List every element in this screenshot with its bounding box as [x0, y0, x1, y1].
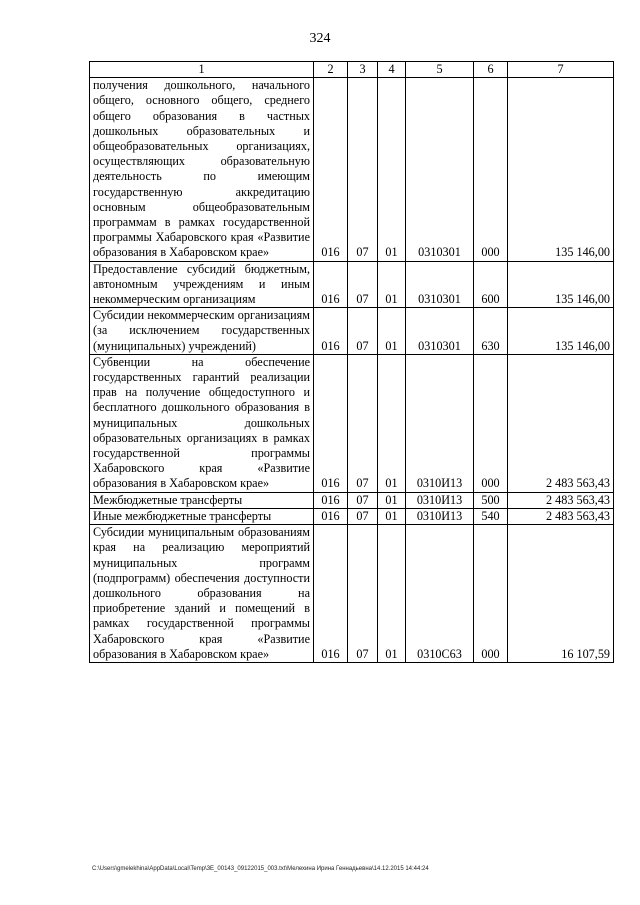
budget-table: [89, 61, 614, 663]
header-col-2: 2: [314, 62, 348, 78]
table-row: [90, 354, 614, 492]
header-col-5: 5: [406, 62, 474, 78]
subsection-code: 01: [378, 308, 406, 355]
amount: 2 483 563,43: [508, 354, 614, 492]
table-row: [90, 261, 614, 308]
amount: 135 146,00: [508, 78, 614, 261]
header-col-6: 6: [474, 62, 508, 78]
expense-type-code: 540: [474, 508, 508, 524]
expense-type-code: 000: [474, 78, 508, 261]
target-article-code: 0310И13: [406, 354, 474, 492]
expense-type-code: 000: [474, 354, 508, 492]
subsection-code: 01: [378, 525, 406, 663]
header-col-1: 1: [90, 62, 314, 78]
amount: 135 146,00: [508, 308, 614, 355]
section-code: 07: [348, 78, 378, 261]
expense-type-code: 500: [474, 492, 508, 508]
ministry-code: 016: [314, 78, 348, 261]
amount: 2 483 563,43: [508, 508, 614, 524]
target-article-code: 0310И13: [406, 492, 474, 508]
amount: 135 146,00: [508, 261, 614, 308]
amount: 2 483 563,43: [508, 492, 614, 508]
table-row: [90, 78, 614, 261]
section-code: 07: [348, 492, 378, 508]
target-article-code: 0310И13: [406, 508, 474, 524]
target-article-code: 0310301: [406, 261, 474, 308]
file-path-footer: C:\Users\gmelekhina\AppData\Local\Temp\3E_00143_09122015_003.txt\Мелехина Ирина Геннадьевна\14.12.2015 14:44:24: [92, 866, 429, 872]
ministry-code: 016: [314, 308, 348, 355]
target-article-code: 0310301: [406, 308, 474, 355]
row-description: Межбюджетные трансферты: [90, 492, 314, 508]
subsection-code: 01: [378, 508, 406, 524]
expense-type-code: 630: [474, 308, 508, 355]
subsection-code: 01: [378, 261, 406, 308]
target-article-code: 0310301: [406, 78, 474, 261]
section-code: 07: [348, 308, 378, 355]
section-code: 07: [348, 525, 378, 663]
row-description: Иные межбюджетные трансферты: [90, 508, 314, 524]
page-number: 324: [309, 31, 331, 46]
header-col-4: 4: [378, 62, 406, 78]
subsection-code: 01: [378, 78, 406, 261]
section-code: 07: [348, 261, 378, 308]
table-row: [90, 508, 614, 524]
ministry-code: 016: [314, 525, 348, 663]
amount: 16 107,59: [508, 525, 614, 663]
row-description: Субсидии муниципальным образованиям края на реализацию мероприятий муниципальных программ (подпрограмм) обеспечения доступности дошкольного образования на приобретение зданий и помещений в рамках государственной программы Хабаровского края «Развитие образования в Хабаровском крае»: [90, 525, 314, 663]
expense-type-code: 000: [474, 525, 508, 663]
row-description: Субсидии некоммерческим организациям (за исключением государственных (муниципальных) учреждений): [90, 308, 314, 355]
ministry-code: 016: [314, 354, 348, 492]
subsection-code: 01: [378, 492, 406, 508]
table-row: [90, 525, 614, 663]
row-description: Предоставление субсидий бюджетным, автономным учреждениям и иным некоммерческим организациям: [90, 261, 314, 308]
ministry-code: 016: [314, 508, 348, 524]
target-article-code: 0310С63: [406, 525, 474, 663]
section-code: 07: [348, 354, 378, 492]
table-row: [90, 308, 614, 355]
table-row: [90, 492, 614, 508]
ministry-code: 016: [314, 492, 348, 508]
row-description: Субвенции на обеспечение государственных гарантий реализации прав на получение общедоступного и бесплатного дошкольного образования в муниципальных дошкольных образовательных организациях в рамках государственной программы Хабаровского края «Развитие образования в Хабаровском крае»: [90, 354, 314, 492]
section-code: 07: [348, 508, 378, 524]
expense-type-code: 600: [474, 261, 508, 308]
header-col-7: 7: [508, 62, 614, 78]
ministry-code: 016: [314, 261, 348, 308]
row-description: получения дошкольного, начального общего, основного общего, среднего общего образования в частных дошкольных образовательных и общеобразовательных организациях, осуществляющих образовательную деятельность по имеющим государственную аккредитацию основным общеобразовательным программам в рамках государственной программы Хабаровского края «Развитие образования в Хабаровском крае»: [90, 78, 314, 261]
header-col-3: 3: [348, 62, 378, 78]
subsection-code: 01: [378, 354, 406, 492]
table-header-row: [90, 62, 614, 78]
